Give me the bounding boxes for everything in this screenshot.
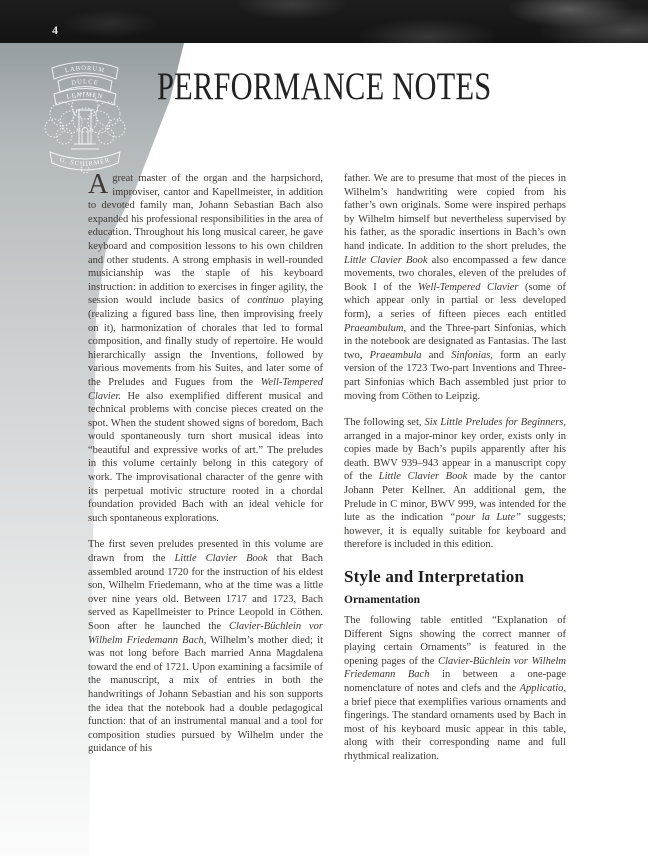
logo-ribbon-2: DULCE: [70, 78, 100, 87]
right-text-column: [344, 172, 566, 777]
section-subheading: Ornamentation: [344, 594, 421, 607]
svg-text:G. SCHIRMER: [59, 157, 111, 168]
schirmer-crest-icon: [38, 54, 132, 176]
top-banner: [0, 0, 648, 43]
page-title: PERFORMANCE NOTES: [157, 65, 492, 108]
schirmer-crest-logo: [38, 54, 132, 176]
logo-base-ribbon: G. SCHIRMER: [58, 156, 112, 168]
paragraph: father. We are to presume that most of the pieces in Wilhelm’s handwriting were copied from his father’s own originals. Some were inspired perhaps by Wilhelm himself but nevertheless supervised by his father, as the sporadic insertions in Bach’s own hand indicate. In addition to the short preludes, the Little Clavier Book also encompassed a few dance movements, two chorales, eleven of the preludes of Book I of the Well-Tempered Clavier (some of which appear only in partial or less developed form), a series of fifteen pieces each entitled Praeambulum, and the Three-part Sinfonias, which in the notebook are designated as Fantasias. The last two, Praeambula and Sinfonias, form an early version of the 1723 Two-part Inventions and Three-part Sinfonias which Bach assembled just prior to moving from Cöthen to Leipzig.: [344, 173, 567, 402]
paragraph: The following table entitled “Explanation of Different Signs showing the correct manner of playing certain Ornaments” is featured in the opening pages of the Clavier-Büchlein vor Wilhelm Friedemann Bach in between a one-page nomenclature of notes and clefs and the Applicatio, a brief piece that exemplifies various ornaments and fingerings. The standard ornaments used by Bach in most of his keyboard music appear in this table, along with their corresponding name and full rhythmical realization.: [344, 615, 566, 762]
page-number: 4: [52, 23, 59, 37]
logo-ribbon-1: LABORUM: [64, 64, 106, 75]
drop-cap: A: [88, 169, 109, 200]
left-text-column: [88, 169, 324, 769]
logo-ribbon-3: LENIMEN: [66, 91, 104, 101]
paragraph: Agreat master of the organ and the harpsichord, improviser, cantor and Kapellmeister, in addition to devoted family man, Johann Sebastian Bach also expanded his professional responsibilities in the area of education. Throughout his long musical career, he gave keyboard and composition lessons to his own children and other students. A strong emphasis in well-rounded musicianship was the staple of his keyboard instruction: in addition to exercises in finger agility, the session would include basics of continuo playing (realizing a figured bass line, then improvising freely on it), harmonization of chorales that led to formal composition, and finally study of repertoire. He would hierarchically assign the Inventions, followed by various movements from his Suites, and later some of the Preludes and Fugues from the Well-Tempered Clavier. He also exemplified different musical and technical problems with concise pieces created on the spot. When the student showed signs of boredom, Bach would spontaneously turn short musical ideas into “beautiful and expressive works of art.” The preludes in this volume certainly belong in this category of work. The improvisational character of the genre with its perpetual motivic structure rooted in a chordal foundation provided Bach with an ideal vehicle for such spontaneous explorations.: [88, 169, 324, 524]
svg-text:DULCE: [71, 78, 99, 86]
section-heading: Style and Interpretation: [344, 567, 525, 587]
paragraph: The following set, Six Little Preludes for Beginners, arranged in a major-minor key order, exists only in copies made by Bach’s pupils apparently after his death. BWV 939–943 appear in a manuscript copy of the Little Clavier Book made by the cantor Johann Peter Kellner. An additional gem, the Prelude in C minor, BWV 999, was intended for the lute as the indication “pour la Lute” suggests; however, it is equally suitable for keyboard and therefore is included in this edition.: [344, 417, 567, 551]
paragraph: The first seven preludes presented in this volume are drawn from the Little Clavier Book that Bach assembled around 1720 for the instruction of his eldest son, Wilhelm Friedemann, who at the time was a little over nine years old. Between 1717 and 1723, Bach served as Kapellmeister to Prince Leopold in Cöthen. Soon after he launched the Clavier-Büchlein vor Wilhelm Friedemann Bach, Wilhelm’s mother died; it was not long before Bach married Anna Magdalena toward the end of 1721. Upon examining a facsimile of the manuscript, a mix of entries in both the handwritings of Johann Sebastian and his son supports the idea that the notebook had a double pedagogical function: that of an instrumental manual and a tool for composition studies pursued by Wilhelm under the guidance of his: [88, 539, 323, 755]
